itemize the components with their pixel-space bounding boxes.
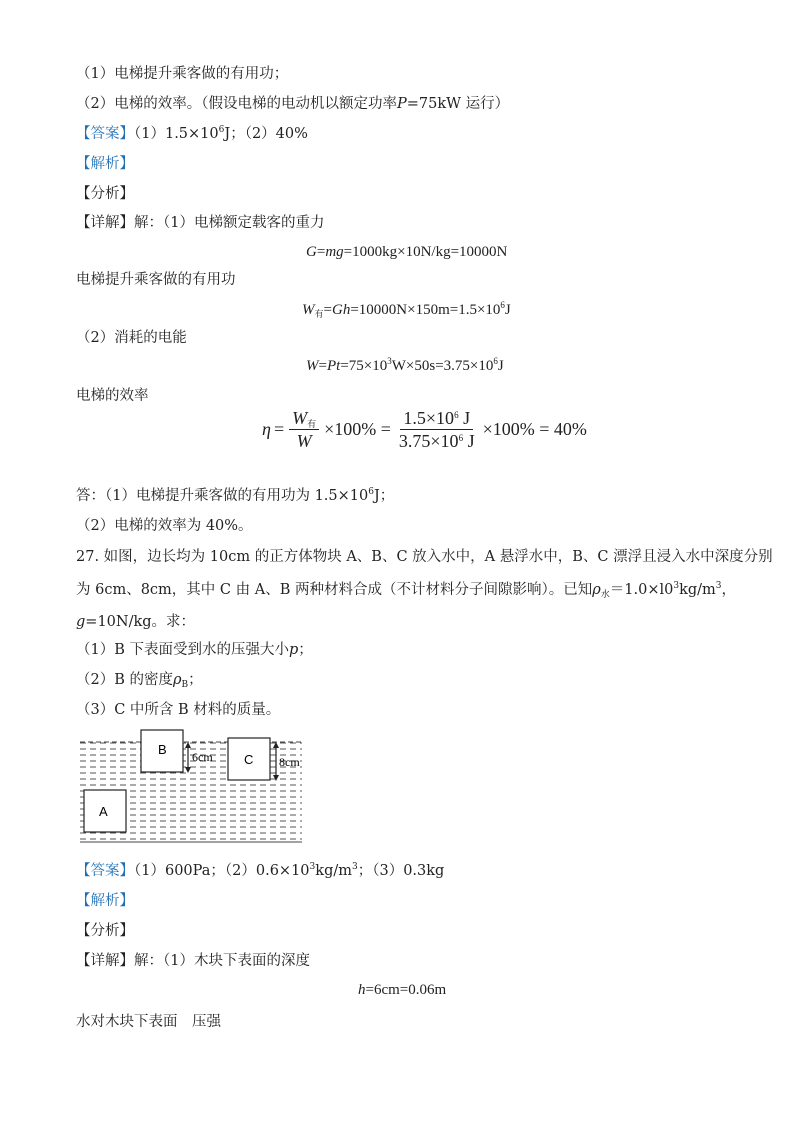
q27-stem-line2: 为 6cm、8cm，其中 C 由 A、B 两种材料合成（不计材料分子间隙影响）。已知$\rho_水=1.0\times l0^3kg/m^3$， xyxy=(76,581,737,600)
q26-eff-label: 电梯的效率 xyxy=(76,388,149,404)
q26-sub1: （1）电梯提升乘客做的有用功； xyxy=(76,66,289,82)
depth-b-label: 6cm xyxy=(192,750,213,764)
q26-jiexi-tag: 【解析】 xyxy=(76,156,134,172)
q26-useful-work-label: 电梯提升乘客做的有用功 xyxy=(76,272,236,288)
q27-fenxi-tag: 【分析】 xyxy=(76,923,134,939)
q26-eq-gravity: G=mg=1000kg×10N/kg=10000N xyxy=(306,244,508,260)
q27-sub2: （2）B 的密度$\rho_B$； xyxy=(76,672,203,690)
depth-c-label: 8cm xyxy=(279,755,300,769)
q27-last-line: 水对木块下表面 压强 xyxy=(76,1014,221,1030)
q26-sub2: （2）电梯的效率。（假设电梯的电动机以额定功率P=75kW 运行） xyxy=(76,96,510,112)
q27-eq-depth: h=6cm=0.06m xyxy=(358,982,447,998)
q26-answer: 【答案】$(1)1.5\times 10^6J$；（2）40% xyxy=(76,125,308,142)
q26-fenxi-tag: 【分析】 xyxy=(76,186,134,202)
q26-conclusion-2: （2）电梯的效率为 40%。 xyxy=(76,518,253,534)
block-b-label: B xyxy=(158,742,167,757)
q27-answer: 【答案】（1）600Pa；$(2)0.6\times 10^3kg/m^3$；（3）0.3kg xyxy=(76,862,445,879)
q26-conclusion-1: 答：（1）电梯提升乘客做的有用功为 $1.5\times 10^6J$； xyxy=(76,487,395,504)
water-blocks-figure xyxy=(80,728,305,844)
q26-eq-useful-work: $W_有=Gh=10000N\times 150m=1.5\times 10^6J$ xyxy=(302,300,511,319)
q27-sub1: （1）B 下表面受到水的压强大小p； xyxy=(76,642,313,658)
q27-stem-line1: 27. 如图，边长均为 10cm 的正方体物块 A、B、C 放入水中，A 悬浮水中，B、C 漂浮且浸入水中深度分别 xyxy=(76,549,773,565)
answer-tag: 【答案】 xyxy=(76,126,134,142)
fraction-values: $\frac{1.5\times 10^6 J}{3.75\times 10^6 J}$ xyxy=(398,408,475,451)
block-c-label: C xyxy=(244,752,254,767)
fraction-wyou-w: $\frac{W_有}{W}$ xyxy=(289,408,319,451)
q26-eq-efficiency: η = $\frac{W_有}{W}$ ×100% = $\frac{1.5\times 10^6 J}{3.75\times 10^6 J}$ ×100% = 40% xyxy=(262,408,587,451)
q27-detail: 【详解】解：（1）木块下表面的深度 xyxy=(76,953,310,969)
q27-stem-line3: g=10N/kg。求： xyxy=(76,614,196,630)
q27-jiexi-tag: 【解析】 xyxy=(76,893,134,909)
q26-detail: 【详解】解：（1）电梯额定载客的重力 xyxy=(76,215,325,231)
q26-eq-energy: $W=Pt=75\times 10^3W\times 50s=3.75\times 10^6J$ xyxy=(306,356,504,374)
q26-part2-label: （2）消耗的电能 xyxy=(76,330,187,346)
block-a-label: A xyxy=(99,804,108,819)
q27-sub3: （3）C 中所含 B 材料的质量。 xyxy=(76,702,281,718)
answer-tag: 【答案】 xyxy=(76,863,134,879)
